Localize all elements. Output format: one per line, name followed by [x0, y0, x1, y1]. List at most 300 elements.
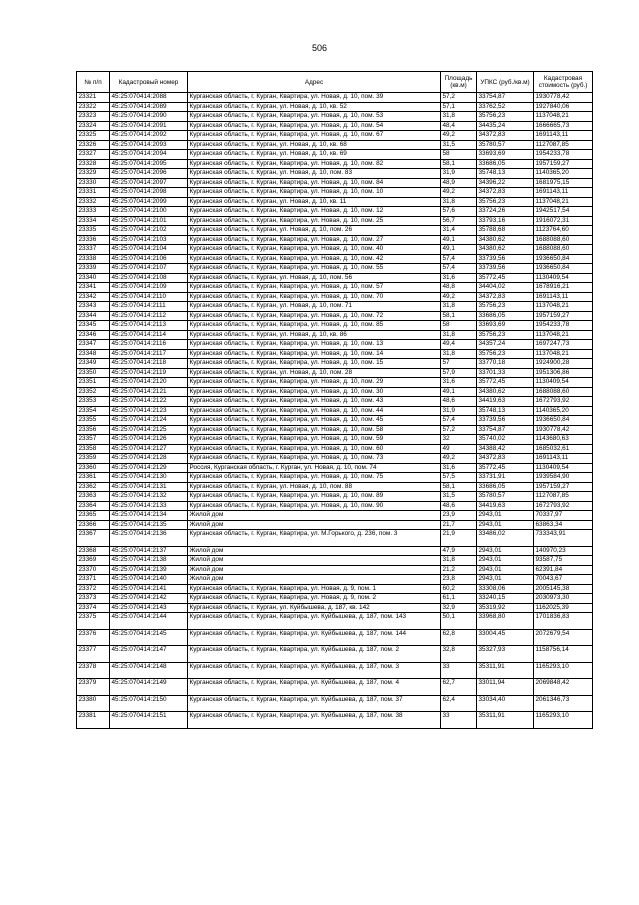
address-cell: Жилой дом — [188, 565, 441, 575]
cadastral-number-cell: 45:25:070414:2151 — [110, 712, 188, 729]
row-number-cell: 23325 — [77, 131, 110, 141]
cadastral-value-cell: 140970,23 — [534, 546, 593, 556]
cadastral-number-cell: 45:25:070414:2133 — [110, 501, 188, 511]
upks-cell: 33762,52 — [477, 102, 534, 112]
table-row — [77, 556, 593, 566]
area-cell: 57,4 — [441, 264, 477, 274]
cadastral-number-cell: 45:25:070414:2134 — [110, 511, 188, 521]
cadastral-number-cell: 45:25:070414:2121 — [110, 387, 188, 397]
area-cell: 49,1 — [441, 387, 477, 397]
address-cell: Курганская область, г. Курган, Квартира, ул. Новая, д. 10, пом. 82 — [188, 159, 441, 169]
upks-cell: 34404,02 — [477, 283, 534, 293]
cadastral-value-cell: 1137048,21 — [534, 302, 593, 312]
cadastral-number-cell: 45:25:070414:2100 — [110, 207, 188, 217]
cadastral-value-cell: 1130409,54 — [534, 378, 593, 388]
upks-cell: 34435,24 — [477, 121, 534, 131]
table-row — [77, 340, 593, 350]
cadastral-value-cell: 1137048,21 — [534, 330, 593, 340]
upks-cell: 35748,13 — [477, 169, 534, 179]
area-cell: 62,7 — [441, 679, 477, 696]
cadastral-number-cell: 45:25:070414:2138 — [110, 556, 188, 566]
table-row — [77, 264, 593, 274]
table-row — [77, 712, 593, 729]
cadastral-number-cell: 45:25:070414:2109 — [110, 283, 188, 293]
cadastral-number-cell: 45:25:070414:2120 — [110, 378, 188, 388]
upks-cell: 33754,87 — [477, 93, 534, 103]
upks-cell: 33770,18 — [477, 359, 534, 369]
cadastral-number-cell: 45:25:070414:2116 — [110, 340, 188, 350]
cadastral-value-cell: 1936650,84 — [534, 264, 593, 274]
address-cell: Жилой дом — [188, 520, 441, 530]
row-number-cell: 23329 — [77, 169, 110, 179]
area-cell: 60,2 — [441, 584, 477, 594]
area-cell: 31,5 — [441, 492, 477, 502]
address-cell: Курганская область, г. Курган, Квартира, ул. Новая, д. 10, пом. 29 — [188, 378, 441, 388]
area-cell: 32,8 — [441, 646, 477, 663]
table-row — [77, 406, 593, 416]
cadastral-number-cell: 45:25:070414:2125 — [110, 425, 188, 435]
area-cell: 58,1 — [441, 482, 477, 492]
cadastral-number-cell: 45:25:070414:2126 — [110, 435, 188, 445]
cadastral-number-cell: 45:25:070414:2144 — [110, 613, 188, 630]
area-cell: 31,8 — [441, 302, 477, 312]
upks-cell: 33793,16 — [477, 216, 534, 226]
row-number-cell: 23341 — [77, 283, 110, 293]
table-row — [77, 444, 593, 454]
table-row — [77, 349, 593, 359]
upks-cell: 33686,05 — [477, 159, 534, 169]
area-cell: 31,6 — [441, 378, 477, 388]
table-row — [77, 613, 593, 630]
area-cell: 23,9 — [441, 511, 477, 521]
cadastral-value-cell: 1691143,11 — [534, 131, 593, 141]
cadastral-value-cell: 1701836,83 — [534, 613, 593, 630]
row-number-cell: 23343 — [77, 302, 110, 312]
address-cell: Курганская область, г. Курган, Квартира, ул. Куйбышева, д. 187, пом. 143 — [188, 613, 441, 630]
row-number-cell: 23374 — [77, 603, 110, 613]
cadastral-value-cell: 1162025,39 — [534, 603, 593, 613]
cadastral-value-cell: 1954233,78 — [534, 150, 593, 160]
cadastral-value-cell: 70337,97 — [534, 511, 593, 521]
table-row — [77, 178, 593, 188]
table-row — [77, 546, 593, 556]
table-row — [77, 112, 593, 122]
cadastral-value-cell: 2005145,38 — [534, 584, 593, 594]
cadastral-value-cell: 1936650,84 — [534, 254, 593, 264]
upks-cell: 33693,69 — [477, 150, 534, 160]
row-number-cell: 23351 — [77, 378, 110, 388]
address-cell: Курганская область, г. Курган, ул. Новая, д. 10, пом. 88 — [188, 482, 441, 492]
table-row — [77, 93, 593, 103]
address-cell: Курганская область, г. Курган, Квартира, ул. Новая, д. 10, пом. 54 — [188, 121, 441, 131]
cadastral-value-cell: 2030973,30 — [534, 594, 593, 604]
address-cell: Курганская область, г. Курган, Квартира, ул. Новая, д. 10, пом. 70 — [188, 292, 441, 302]
row-number-cell: 23334 — [77, 216, 110, 226]
upks-cell: 35788,68 — [477, 226, 534, 236]
upks-cell: 2943,01 — [477, 556, 534, 566]
table-row — [77, 302, 593, 312]
address-cell: Курганская область, г. Курган, Квартира, ул. Новая, д. 10, пом. 75 — [188, 473, 441, 483]
header-address: Адрес — [188, 72, 441, 93]
address-cell: Курганская область, г. Курган, Квартира, ул. Новая, д. 10, пом. 10 — [188, 188, 441, 198]
table-row — [77, 501, 593, 511]
cadastral-value-cell: 1123764,60 — [534, 226, 593, 236]
address-cell: Курганская область, г. Курган, ул. Новая, д. 10, кв. 69 — [188, 150, 441, 160]
cadastral-number-cell: 45:25:070414:2092 — [110, 131, 188, 141]
cadastral-number-cell: 45:25:070414:2139 — [110, 565, 188, 575]
area-cell: 21,7 — [441, 520, 477, 530]
cadastral-number-cell: 45:25:070414:2123 — [110, 406, 188, 416]
address-cell: Курганская область, г. Курган, ул. Новая, д. 10, кв. 52 — [188, 102, 441, 112]
table-row — [77, 311, 593, 321]
cadastral-value-cell: 1927840,06 — [534, 102, 593, 112]
area-cell: 33 — [441, 712, 477, 729]
address-cell: Курганская область, г. Курган, Квартира, ул. Новая, д. 10, пом. 67 — [188, 131, 441, 141]
cadastral-number-cell: 45:25:070414:2093 — [110, 140, 188, 150]
address-cell: Курганская область, г. Курган, Квартира, ул. Новая, д. 10, пом. 53 — [188, 112, 441, 122]
row-number-cell: 23376 — [77, 629, 110, 646]
cadastral-value-cell: 1957159,27 — [534, 311, 593, 321]
row-number-cell: 23328 — [77, 159, 110, 169]
cadastral-value-cell: 1672793,92 — [534, 501, 593, 511]
address-cell: Курганская область, г. Курган, ул. Новая, д. 10, пом. 26 — [188, 226, 441, 236]
cadastral-value-cell: 1165293,10 — [534, 662, 593, 679]
row-number-cell: 23331 — [77, 188, 110, 198]
cadastral-number-cell: 45:25:070414:2096 — [110, 169, 188, 179]
row-number-cell: 23324 — [77, 121, 110, 131]
cadastral-number-cell: 45:25:070414:2111 — [110, 302, 188, 312]
upks-cell: 35780,57 — [477, 140, 534, 150]
row-number-cell: 23361 — [77, 473, 110, 483]
address-cell: Курганская область, г. Курган, Квартира, ул. Куйбышева, д. 187, пом. 144 — [188, 629, 441, 646]
cadastral-number-cell: 45:25:070414:2118 — [110, 359, 188, 369]
cadastral-value-cell: 1137048,21 — [534, 197, 593, 207]
address-cell: Курганская область, г. Курган, Квартира, ул. Новая, д. 9, пом. 1 — [188, 584, 441, 594]
row-number-cell: 23332 — [77, 197, 110, 207]
cadastral-value-cell: 1127087,85 — [534, 492, 593, 502]
area-cell: 32 — [441, 435, 477, 445]
table-row — [77, 121, 593, 131]
upks-cell: 33240,15 — [477, 594, 534, 604]
address-cell: Курганская область, г. Курган, ул. Новая, д. 10, пом. 71 — [188, 302, 441, 312]
address-cell: Курганская область, г. Курган, Квартира, ул. Новая, д. 10, пом. 85 — [188, 321, 441, 331]
upks-cell: 34372,83 — [477, 292, 534, 302]
address-cell: Курганская область, г. Курган, Квартира, ул. Новая, д. 10, пом. 40 — [188, 245, 441, 255]
row-number-cell: 23369 — [77, 556, 110, 566]
cadastral-number-cell: 45:25:070414:2094 — [110, 150, 188, 160]
table-row — [77, 416, 593, 426]
area-cell: 49,2 — [441, 292, 477, 302]
cadastral-value-cell: 1143680,63 — [534, 435, 593, 445]
row-number-cell: 23330 — [77, 178, 110, 188]
row-number-cell: 23336 — [77, 235, 110, 245]
cadastral-number-cell: 45:25:070414:2113 — [110, 321, 188, 331]
table-row — [77, 368, 593, 378]
cadastral-number-cell: 45:25:070414:2102 — [110, 226, 188, 236]
cadastral-value-cell: 2072679,54 — [534, 629, 593, 646]
cadastral-value-cell: 1130409,54 — [534, 273, 593, 283]
upks-cell: 33011,94 — [477, 679, 534, 696]
cadastral-number-cell: 45:25:070414:2127 — [110, 444, 188, 454]
area-cell: 31,8 — [441, 112, 477, 122]
area-cell: 61,1 — [441, 594, 477, 604]
table-row — [77, 292, 593, 302]
address-cell: Курганская область, г. Курган, Квартира, ул. Новая, д. 10, пом. 89 — [188, 492, 441, 502]
table-row — [77, 283, 593, 293]
cadastral-number-cell: 45:25:070414:2104 — [110, 245, 188, 255]
area-cell: 47,9 — [441, 546, 477, 556]
row-number-cell: 23362 — [77, 482, 110, 492]
row-number-cell: 23322 — [77, 102, 110, 112]
address-cell: Курганская область, г. Курган, Квартира, ул. Новая, д. 10, пом. 84 — [188, 178, 441, 188]
row-number-cell: 23326 — [77, 140, 110, 150]
upks-cell: 33693,69 — [477, 321, 534, 331]
upks-cell: 2943,01 — [477, 546, 534, 556]
cadastral-number-cell: 45:25:070414:2147 — [110, 646, 188, 663]
row-number-cell: 23340 — [77, 273, 110, 283]
area-cell: 31,4 — [441, 226, 477, 236]
table-row — [77, 159, 593, 169]
upks-cell: 33701,33 — [477, 368, 534, 378]
area-cell: 31,6 — [441, 273, 477, 283]
area-cell: 32,9 — [441, 603, 477, 613]
row-number-cell: 23373 — [77, 594, 110, 604]
table-row — [77, 359, 593, 369]
address-cell: Курганская область, г. Курган, ул. Новая, д. 10, пом. 56 — [188, 273, 441, 283]
row-number-cell: 23372 — [77, 584, 110, 594]
row-number-cell: 23347 — [77, 340, 110, 350]
upks-cell: 34396,22 — [477, 178, 534, 188]
address-cell: Жилой дом — [188, 575, 441, 585]
table-row — [77, 646, 593, 663]
cadastral-value-cell: 1688088,60 — [534, 235, 593, 245]
area-cell: 57,2 — [441, 93, 477, 103]
area-cell: 48,9 — [441, 178, 477, 188]
table-row — [77, 245, 593, 255]
address-cell: Курганская область, г. Курган, Квартира, ул. Новая, д. 10, пом. 90 — [188, 501, 441, 511]
row-number-cell: 23381 — [77, 712, 110, 729]
cadastral-number-cell: 45:25:070414:2119 — [110, 368, 188, 378]
row-number-cell: 23337 — [77, 245, 110, 255]
area-cell: 48,6 — [441, 501, 477, 511]
address-cell: Курганская область, г. Курган, Квартира, ул. Новая, д. 10, пом. 14 — [188, 349, 441, 359]
row-number-cell: 23345 — [77, 321, 110, 331]
address-cell: Курганская область, г. Курган, Квартира, ул. Новая, д. 9, пом. 2 — [188, 594, 441, 604]
upks-cell: 33686,05 — [477, 482, 534, 492]
table-row — [77, 425, 593, 435]
area-cell: 21,2 — [441, 565, 477, 575]
header-upks: УПКС (руб./кв.м) — [477, 72, 534, 93]
cadastral-value-cell: 63863,34 — [534, 520, 593, 530]
upks-cell: 34380,62 — [477, 245, 534, 255]
area-cell: 49 — [441, 444, 477, 454]
cadastral-value-cell: 1140365,20 — [534, 169, 593, 179]
header-cadastral-number: Кадастровый номер — [110, 72, 188, 93]
cadastral-value-cell: 1688088,60 — [534, 245, 593, 255]
cadastral-value-table — [76, 71, 593, 729]
upks-cell: 35327,93 — [477, 646, 534, 663]
cadastral-number-cell: 45:25:070414:2150 — [110, 695, 188, 712]
cadastral-value-cell: 62391,84 — [534, 565, 593, 575]
address-cell: Курганская область, г. Курган, Квартира, ул. М.Горького, д. 236, пом. 3 — [188, 530, 441, 547]
upks-cell: 34380,62 — [477, 235, 534, 245]
row-number-cell: 23371 — [77, 575, 110, 585]
upks-cell: 2943,01 — [477, 575, 534, 585]
cadastral-number-cell: 45:25:070414:2089 — [110, 102, 188, 112]
area-cell: 31,6 — [441, 463, 477, 473]
table-row — [77, 150, 593, 160]
cadastral-number-cell: 45:25:070414:2110 — [110, 292, 188, 302]
upks-cell: 34419,63 — [477, 397, 534, 407]
upks-cell: 35780,57 — [477, 492, 534, 502]
upks-cell: 35311,91 — [477, 662, 534, 679]
table-row — [77, 473, 593, 483]
row-number-cell: 23358 — [77, 444, 110, 454]
area-cell: 31,8 — [441, 197, 477, 207]
area-cell: 57,6 — [441, 207, 477, 217]
page-number: 506 — [311, 43, 328, 53]
area-cell: 49,2 — [441, 188, 477, 198]
area-cell: 58 — [441, 321, 477, 331]
area-cell: 49,2 — [441, 131, 477, 141]
upks-cell: 34419,63 — [477, 501, 534, 511]
upks-cell: 35740,02 — [477, 435, 534, 445]
address-cell: Курганская область, г. Курган, Квартира, ул. Новая, д. 10, пом. 13 — [188, 340, 441, 350]
cadastral-value-cell: 1939584,90 — [534, 473, 593, 483]
cadastral-value-cell: 1930778,42 — [534, 93, 593, 103]
area-cell: 57 — [441, 359, 477, 369]
cadastral-number-cell: 45:25:070414:2117 — [110, 349, 188, 359]
cadastral-value-cell: 93587,75 — [534, 556, 593, 566]
upks-cell: 33739,56 — [477, 264, 534, 274]
area-cell: 21,9 — [441, 530, 477, 547]
cadastral-value-cell: 2069848,42 — [534, 679, 593, 696]
address-cell: Курганская область, г. Курган, Квартира, ул. Новая, д. 10, пом. 42 — [188, 254, 441, 264]
upks-cell: 34372,83 — [477, 454, 534, 464]
cadastral-number-cell: 45:25:070414:2136 — [110, 530, 188, 547]
upks-cell: 35756,23 — [477, 349, 534, 359]
upks-cell: 34388,42 — [477, 444, 534, 454]
cadastral-value-cell: 1681975,15 — [534, 178, 593, 188]
cadastral-number-cell: 45:25:070414:2101 — [110, 216, 188, 226]
address-cell: Курганская область, г. Курган, Квартира, ул. Новая, д. 10, пом. 55 — [188, 264, 441, 274]
table-row — [77, 226, 593, 236]
address-cell: Курганская область, г. Курган, Квартира, ул. Куйбышева, д. 187, пом. 2 — [188, 646, 441, 663]
upks-cell: 2943,01 — [477, 565, 534, 575]
upks-cell: 33686,05 — [477, 311, 534, 321]
row-number-cell: 23378 — [77, 662, 110, 679]
row-number-cell: 23363 — [77, 492, 110, 502]
area-cell: 33 — [441, 662, 477, 679]
table-row — [77, 511, 593, 521]
cadastral-value-cell: 1165293,10 — [534, 712, 593, 729]
row-number-cell: 23380 — [77, 695, 110, 712]
area-cell: 31,8 — [441, 556, 477, 566]
header-cadastral-value: Кадастровая стоимость (руб.) — [534, 72, 593, 93]
row-number-cell: 23364 — [77, 501, 110, 511]
cadastral-value-cell: 1688088,60 — [534, 387, 593, 397]
row-number-cell: 23357 — [77, 435, 110, 445]
table-row — [77, 131, 593, 141]
upks-cell: 34372,83 — [477, 131, 534, 141]
cadastral-value-cell: 1957159,27 — [534, 159, 593, 169]
address-cell: Жилой дом — [188, 511, 441, 521]
upks-cell: 33004,45 — [477, 629, 534, 646]
cadastral-value-cell: 1691143,11 — [534, 454, 593, 464]
row-number-cell: 23354 — [77, 406, 110, 416]
area-cell: 58 — [441, 150, 477, 160]
row-number-cell: 23366 — [77, 520, 110, 530]
area-cell: 31,8 — [441, 349, 477, 359]
address-cell: Курганская область, г. Курган, Квартира, ул. Новая, д. 10, пом. 57 — [188, 283, 441, 293]
upks-cell: 35772,45 — [477, 463, 534, 473]
table-row — [77, 378, 593, 388]
upks-cell: 34380,62 — [477, 387, 534, 397]
address-cell: Россия, Курганская область, г. Курган, ул. Новая, д. 10, пом. 74 — [188, 463, 441, 473]
cadastral-value-cell: 1678916,21 — [534, 283, 593, 293]
cadastral-value-cell: 1685032,61 — [534, 444, 593, 454]
area-cell: 49,2 — [441, 454, 477, 464]
address-cell: Курганская область, г. Курган, Квартира, ул. Новая, д. 10, пом. 59 — [188, 435, 441, 445]
area-cell: 62,4 — [441, 695, 477, 712]
row-number-cell: 23370 — [77, 565, 110, 575]
cadastral-number-cell: 45:25:070414:2148 — [110, 662, 188, 679]
upks-cell: 33486,02 — [477, 530, 534, 547]
cadastral-number-cell: 45:25:070414:2098 — [110, 188, 188, 198]
table-row — [77, 197, 593, 207]
table-row — [77, 584, 593, 594]
table-row — [77, 695, 593, 712]
table-row — [77, 397, 593, 407]
address-cell: Курганская область, г. Курган, Квартира, ул. Новая, д. 10, пом. 60 — [188, 444, 441, 454]
upks-cell: 34372,83 — [477, 188, 534, 198]
cadastral-value-cell: 1691143,11 — [534, 292, 593, 302]
area-cell: 48,6 — [441, 397, 477, 407]
cadastral-number-cell: 45:25:070414:2108 — [110, 273, 188, 283]
upks-cell: 35756,23 — [477, 302, 534, 312]
address-cell: Курганская область, г. Курган, Квартира, ул. Новая, д. 10, пом. 58 — [188, 425, 441, 435]
table-row — [77, 140, 593, 150]
cadastral-value-cell: 1957159,27 — [534, 482, 593, 492]
cadastral-number-cell: 45:25:070414:2107 — [110, 264, 188, 274]
row-number-cell: 23353 — [77, 397, 110, 407]
area-cell: 57,4 — [441, 254, 477, 264]
cadastral-value-cell: 1951306,86 — [534, 368, 593, 378]
address-cell: Курганская область, г. Курган, ул. Новая, д. 10, кв. 11 — [188, 197, 441, 207]
row-number-cell: 23344 — [77, 311, 110, 321]
cadastral-number-cell: 45:25:070414:2145 — [110, 629, 188, 646]
area-cell: 31,9 — [441, 406, 477, 416]
area-cell: 31,5 — [441, 140, 477, 150]
table-row — [77, 273, 593, 283]
upks-cell: 35756,23 — [477, 330, 534, 340]
upks-cell: 35756,23 — [477, 197, 534, 207]
cadastral-value-cell: 733343,91 — [534, 530, 593, 547]
upks-cell: 35772,45 — [477, 273, 534, 283]
area-cell: 49,4 — [441, 340, 477, 350]
table-row — [77, 463, 593, 473]
row-number-cell: 23349 — [77, 359, 110, 369]
address-cell: Курганская область, г. Курган, ул. Новая, д. 10, пом. 28 — [188, 368, 441, 378]
area-cell: 23,8 — [441, 575, 477, 585]
cadastral-value-cell: 1691143,11 — [534, 188, 593, 198]
area-cell: 49,1 — [441, 235, 477, 245]
area-cell: 56,7 — [441, 216, 477, 226]
cadastral-number-cell: 45:25:070414:2142 — [110, 594, 188, 604]
upks-cell: 33724,26 — [477, 207, 534, 217]
upks-cell: 33754,87 — [477, 425, 534, 435]
row-number-cell: 23377 — [77, 646, 110, 663]
